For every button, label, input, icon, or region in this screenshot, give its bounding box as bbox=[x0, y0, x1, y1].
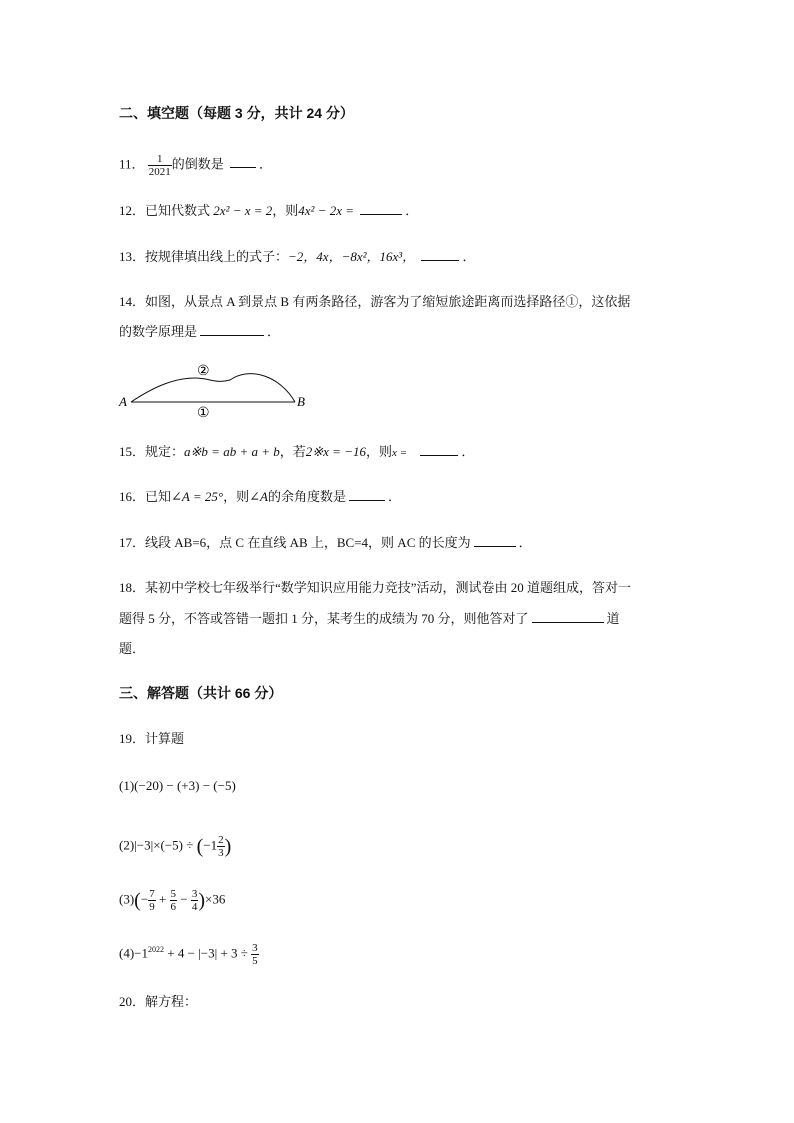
expression: 2x² − x = 2 bbox=[213, 203, 273, 218]
fraction-denominator: 2021 bbox=[148, 166, 171, 178]
question-text: ，若 bbox=[279, 444, 306, 459]
answer-blank[interactable] bbox=[230, 156, 256, 168]
fraction-numerator: 7 bbox=[149, 888, 155, 900]
fraction-denominator: 3 bbox=[218, 847, 224, 859]
question-text: 按规律填出线上的式子： bbox=[145, 249, 289, 264]
point-a-label: A bbox=[119, 394, 127, 409]
answer-blank[interactable] bbox=[200, 324, 264, 336]
question-text: 已知 bbox=[145, 489, 172, 504]
question-number: 18． bbox=[119, 580, 146, 595]
question-text: 计算题 bbox=[145, 731, 185, 746]
q19-part-4 bbox=[119, 942, 259, 967]
fraction-numerator: 5 bbox=[170, 888, 177, 900]
fraction bbox=[170, 888, 178, 913]
expression: ∠A bbox=[249, 489, 268, 504]
question-11 bbox=[119, 153, 272, 178]
question-text: 解方程： bbox=[145, 994, 198, 1009]
right-paren: ) bbox=[224, 835, 232, 858]
expression: ×36 bbox=[205, 891, 226, 907]
question-15 bbox=[119, 444, 474, 461]
question-text: 题． bbox=[119, 641, 146, 656]
answer-blank[interactable] bbox=[420, 444, 458, 456]
question-text: 道 bbox=[606, 611, 620, 626]
expression: ∠A = 25° bbox=[171, 489, 224, 504]
sequence: −2，4x，−8x²，16x³， bbox=[288, 249, 416, 264]
fraction-denominator: 6 bbox=[170, 901, 177, 913]
answer-blank[interactable] bbox=[474, 535, 516, 547]
expression: (1)(−20) − (+3) − (−5) bbox=[119, 778, 236, 793]
question-13 bbox=[119, 249, 475, 265]
section-3-heading bbox=[119, 685, 282, 701]
mixed-whole: −1 bbox=[203, 837, 218, 853]
fraction-1-2021 bbox=[148, 153, 172, 178]
period: ． bbox=[518, 535, 532, 550]
fraction bbox=[251, 942, 259, 967]
question-number: 20． bbox=[119, 994, 146, 1009]
path-2-label: ② bbox=[197, 364, 210, 379]
left-paren: ( bbox=[134, 889, 141, 912]
q19-part-2 bbox=[119, 834, 231, 859]
expression: (4)−1 bbox=[119, 945, 148, 961]
fraction bbox=[217, 834, 225, 859]
q19-part-1 bbox=[119, 778, 236, 794]
period: ． bbox=[259, 156, 273, 172]
question-number: 14． bbox=[119, 294, 146, 309]
period: ． bbox=[267, 324, 281, 339]
fraction-denominator: 4 bbox=[191, 901, 198, 913]
section-2-title: 二、填空题（每题 3 分，共计 24 分） bbox=[119, 105, 354, 121]
question-text: 线段 AB=6，点 C 在直线 AB 上，BC=4，则 AC 的长度为 bbox=[145, 535, 471, 550]
expression: (3) bbox=[119, 891, 135, 907]
period: ． bbox=[387, 489, 401, 504]
question-number: 11． bbox=[119, 156, 145, 172]
question-text: 题得 5 分，不答或答错一题扣 1 分，某考生的成绩为 70 分，则他答对了 bbox=[119, 611, 529, 626]
expression: (2)|−3|×(−5) ÷ bbox=[119, 837, 197, 853]
question-number: 19． bbox=[119, 731, 146, 746]
section-2-heading bbox=[119, 105, 354, 121]
question-text: ，则 bbox=[365, 444, 392, 459]
question-18-line-2 bbox=[119, 611, 620, 627]
fraction-numerator: 2 bbox=[218, 834, 224, 846]
question-text: 如图，从景点 A 到景点 B 有两条路径，游客为了缩短旅途距离而选择路径①，这依据 bbox=[145, 294, 631, 309]
fraction-numerator: 1 bbox=[157, 153, 163, 165]
fraction bbox=[148, 888, 156, 913]
question-19 bbox=[119, 731, 184, 747]
question-number: 15． bbox=[119, 444, 146, 459]
section-3-title: 三、解答题（共计 66 分） bbox=[119, 685, 283, 701]
fraction-denominator: 5 bbox=[252, 955, 258, 967]
question-number: 13． bbox=[119, 249, 146, 264]
fraction-numerator: 3 bbox=[191, 888, 198, 900]
question-12 bbox=[119, 203, 418, 219]
question-14-line-1 bbox=[119, 294, 630, 310]
question-14-line-2 bbox=[119, 324, 280, 340]
expression: + 4 − |−3| + 3 ÷ bbox=[164, 945, 252, 961]
question-text: 规定： bbox=[145, 444, 185, 459]
path-diagram bbox=[115, 358, 315, 424]
path-1-label: ① bbox=[197, 406, 210, 421]
answer-blank[interactable] bbox=[532, 611, 604, 623]
question-number: 12． bbox=[119, 203, 146, 218]
answer-blank[interactable] bbox=[421, 249, 459, 261]
period: ． bbox=[461, 444, 475, 459]
expression: 4x² − 2x = bbox=[298, 203, 355, 218]
answer-blank[interactable] bbox=[349, 489, 385, 501]
definition: a※b = ab + a + b bbox=[184, 444, 280, 459]
question-text: 的余角度数是 bbox=[267, 489, 346, 504]
question-20 bbox=[119, 994, 197, 1010]
question-18-line-1 bbox=[119, 580, 631, 596]
q19-part-3: (3)(− $\frac{7}{9}$ + $\frac{5}{6}$ − $\frac{3}{4}$ )×36 bbox=[119, 888, 226, 913]
question-18-line-3 bbox=[119, 641, 145, 657]
question-text: 的数学原理是 bbox=[119, 324, 198, 339]
right-paren: ) bbox=[198, 889, 206, 912]
period: ． bbox=[462, 249, 476, 264]
question-16 bbox=[119, 489, 401, 505]
expression: x = bbox=[392, 447, 408, 459]
question-text: 已知代数式 bbox=[145, 203, 211, 218]
exponent: 2022 bbox=[148, 945, 164, 955]
fraction-numerator: 3 bbox=[252, 942, 258, 954]
question-number: 17． bbox=[119, 535, 146, 550]
point-b-label: B bbox=[297, 394, 305, 409]
curved-path bbox=[131, 374, 295, 402]
question-number: 16． bbox=[119, 489, 146, 504]
answer-blank[interactable] bbox=[360, 203, 402, 215]
fraction-denominator: 9 bbox=[149, 901, 155, 913]
question-17 bbox=[119, 535, 532, 551]
question-text: 某初中学校七年级举行“数学知识应用能力竞技”活动，测试卷由 20 道题组成，答对一 bbox=[145, 580, 632, 595]
condition: 2※x = −16 bbox=[305, 444, 366, 459]
question-text: ，则 bbox=[272, 203, 299, 218]
period: ． bbox=[405, 203, 419, 218]
question-text: ，则 bbox=[223, 489, 250, 504]
question-text: 的倒数是 bbox=[171, 156, 224, 172]
left-paren: ( bbox=[196, 835, 204, 858]
